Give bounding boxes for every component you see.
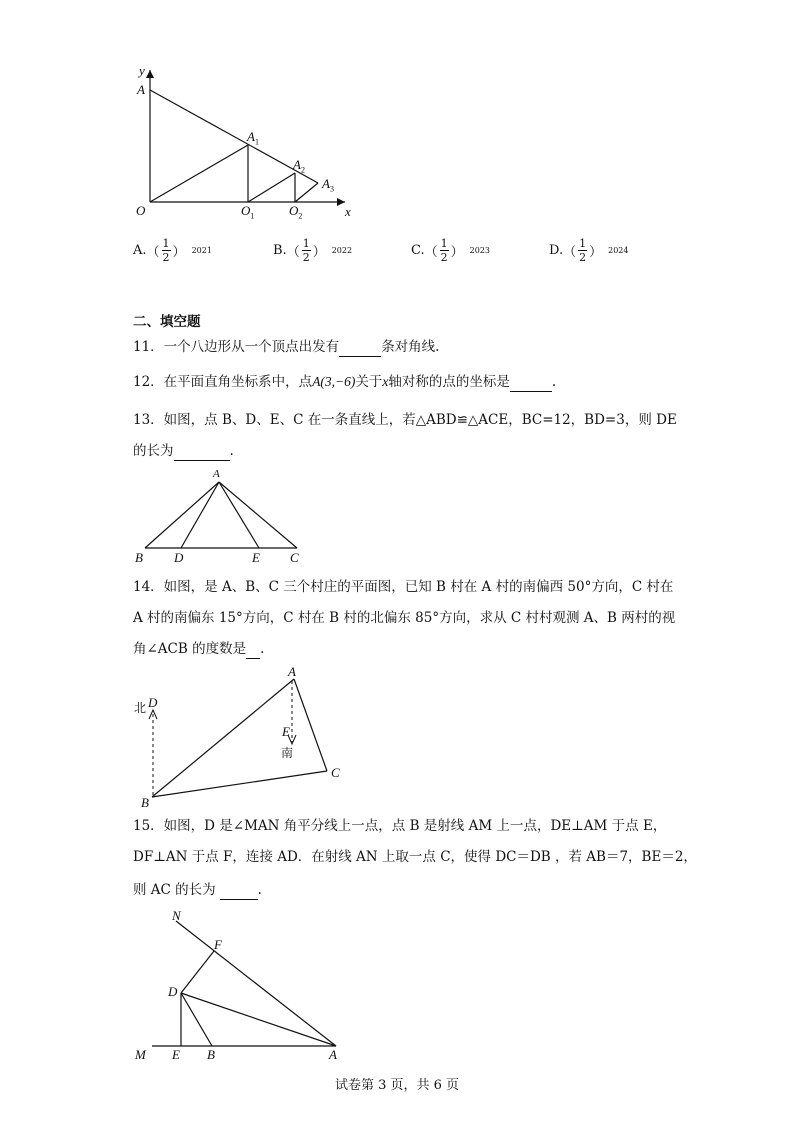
label-c: C [331, 765, 340, 780]
line-an [176, 921, 336, 1046]
question-12: 12．在平面直角坐标系中，点A(3,−6)关于x轴对称的点的坐标是 . [133, 374, 557, 390]
label-a: A [329, 1047, 337, 1062]
line-df [181, 951, 214, 993]
label-d: D [148, 695, 158, 710]
label-e: E [252, 550, 260, 565]
label-d: D [168, 984, 178, 999]
label-a: A [288, 664, 296, 679]
label-m: M [135, 1047, 146, 1062]
question-14-line1: 14．如图，是 A、B、C 三个村庄的平面图，已知 B 村在 A 村的南偏西 50°方向，C 村在 [133, 579, 674, 595]
label-d: D [174, 550, 184, 565]
question-14-line3: 角∠ACB 的度数是 . [133, 641, 265, 657]
question-15-line3: 则 AC 的长为 . [133, 882, 262, 898]
option-a-exponent: 2021 [191, 246, 212, 255]
fraction: $\frac{1}{2}$ [302, 237, 310, 264]
south-label: 南 [281, 746, 294, 760]
label-e: E [282, 724, 290, 739]
option-d-exponent: 2024 [608, 246, 629, 255]
point-a-coord: A(3,−6) [312, 374, 356, 389]
fraction: $\frac{1}{2}$ [440, 237, 448, 264]
fraction: $\frac{1}{2}$ [579, 237, 587, 264]
option-c-letter: C. [411, 243, 425, 258]
question-15-line1: 15．如图，D 是∠MAN 角平分线上一点，点 B 是射线 AM 上一点，DE⊥AM 于点 E， [133, 818, 667, 834]
line-db [181, 993, 212, 1046]
question-14-line2: A 村的南偏东 15°方向，C 村在 B 村的北偏东 85°方向，求从 C 村村观测 A、B 两村的视 [133, 610, 676, 626]
label-a1: $A_1$ [247, 129, 259, 147]
option-a-letter: A. [133, 243, 147, 258]
question-13-line1: 13．如图，点 B、D、E、C 在一条直线上，若△ABD≌△ACE，BC=12，BD=3，则 DE [133, 412, 677, 428]
question-13-line2: 的长为 . [133, 443, 234, 459]
page-footer: 试卷第 3 页，共 6 页 [334, 1078, 460, 1093]
option-a[interactable]: A. （ $\frac{1}{2}$ ） 2021 [133, 237, 212, 264]
north-label: 北 [134, 701, 147, 715]
label-b: B [207, 1047, 215, 1062]
option-c-exponent: 2023 [469, 246, 491, 255]
option-d[interactable]: D. （ $\frac{1}{2}$ ） 2024 [549, 237, 629, 264]
label-b: B [135, 550, 143, 565]
fraction: $\frac{1}{2}$ [162, 237, 170, 264]
label-n: N [172, 908, 181, 923]
option-b-exponent: 2022 [331, 246, 353, 255]
option-c[interactable]: C. （ $\frac{1}{2}$ ） 2023 [411, 237, 491, 264]
label-y: y [139, 63, 145, 78]
label-o2: $O_2$ [289, 203, 303, 221]
label-b: B [141, 795, 149, 810]
line-ad [181, 993, 336, 1046]
option-d-letter: D. [549, 243, 564, 258]
label-a3: $A_3$ [322, 176, 334, 194]
option-b[interactable]: B. （ $\frac{1}{2}$ ） 2022 [273, 237, 353, 264]
label-c: C [290, 550, 299, 565]
label-o1: $O_1$ [241, 203, 255, 221]
question-15-line2: DF⊥AN 于点 F，连接 AD．在射线 AN 上取一点 C，使得 DC＝DB ，若 AB＝7，BE＝2， [133, 849, 697, 865]
label-a2: $A_2$ [293, 157, 305, 175]
label-o: O [136, 203, 146, 218]
question-11: 11．一个八边形从一个顶点出发有 条对角线. [133, 339, 440, 355]
label-f: F [214, 937, 222, 952]
label-a: A [213, 468, 220, 480]
label-e: E [172, 1047, 180, 1062]
section-title: 二、填空题 [133, 314, 201, 330]
label-x: x [345, 204, 351, 219]
option-b-letter: B. [273, 243, 287, 258]
label-a: A [137, 82, 145, 97]
